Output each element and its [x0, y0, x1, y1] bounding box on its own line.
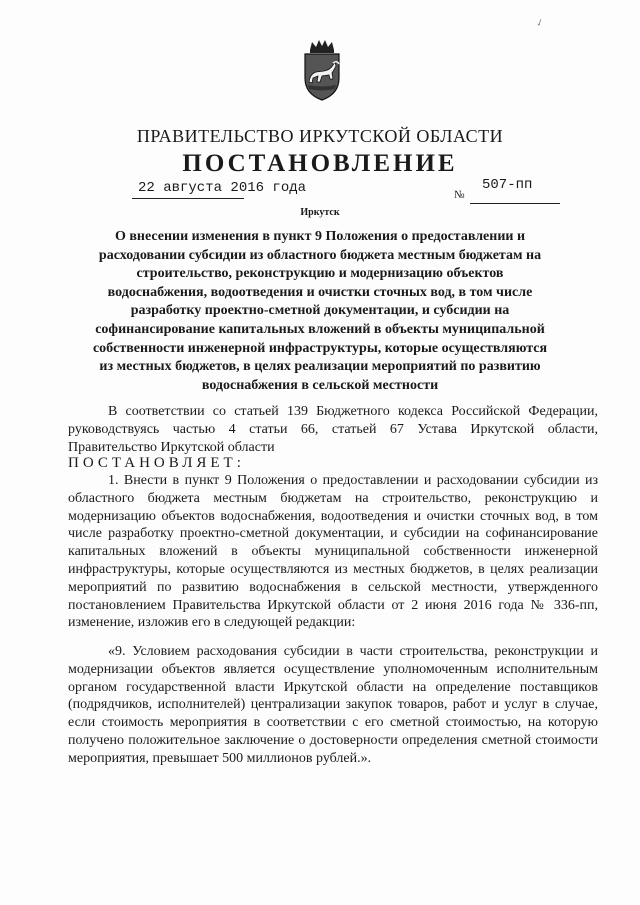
- document-type-heading: ПОСТАНОВЛЕНИЕ: [182, 150, 458, 177]
- document-date: 22 августа 2016 года: [138, 180, 307, 196]
- item-1-paragraph: [68, 472, 598, 632]
- document-title: О внесении изменения в пункт 9 Положения о предоставлении и расходовании субсидии из областного бюджета местным бюджетам на строительство, реконструкцию и модернизацию объектов водоснабжения, водоотведения и очистки сточных вод, в том числе разработку проектно-сметной документации, и субсидии на софинансирование капитальных вложений в объекты муниципальной собственности инженерной инфраструктуры, которые осуществляются из местных бюджетов, в целях реализации мероприятий по развитию водоснабжения в сельской местности: [92, 229, 548, 393]
- item-1-text: 1. Внести в пункт 9 Положения о предоставлении и расходовании субсидии из областного бюджета местным бюджетам на строительство, реконструкцию и модернизацию объектов водоснабжения, водоотведения и очистки сточных вод, в том числе разработку проектно-сметной документации, и субсидии на софинансирование капитальных вложений в объекты муниципальной собственности инженерной инфраструктуры, которые осуществляются из местных бюджетов, в целях реализации мероприятий по развитию водоснабжения в сельской местности, утвержденного постановлением Правительства Иркутской области от 2 июня 2016 года № 336-пп, изменение, изложив его в следующей редакции:: [68, 473, 598, 631]
- number-sign: №: [454, 189, 465, 201]
- corner-check-mark: ✓: [534, 16, 547, 31]
- date-underline: [132, 198, 244, 199]
- document-number: 507-пп: [482, 177, 533, 193]
- preamble-text: В соответствии со статьей 139 Бюджетного кодекса Российской Федерации, руководствуясь частью 4 статьи 66, статьей 67 Устава Иркутской области, Правительство Иркутской области: [68, 404, 598, 455]
- quoted-amendment-paragraph: [68, 643, 598, 768]
- number-underline: [470, 203, 560, 204]
- preamble-paragraph: [68, 403, 598, 456]
- decree-word: ПОСТАНОВЛЯЕТ:: [68, 455, 245, 471]
- quoted-amendment-text: «9. Условием расходования субсидии в части строительства, реконструкции и модернизации объектов является осуществление уполномоченным исполнительным органом государственной власти Иркутской области на определение поставщиков (подрядчиков, исполнителей) централизации закупок товаров, работ и услуг в случае, если стоимость мероприятия в соответствии с его сметной стоимостью, на которую получено положительное заключение о достоверности определения сметной стоимости мероприятия, превышает 500 миллионов рублей.».: [68, 644, 598, 766]
- issuing-authority: ПРАВИТЕЛЬСТВО ИРКУТСКОЙ ОБЛАСТИ: [136, 126, 504, 146]
- document-city: Иркутск: [300, 207, 340, 218]
- coat-of-arms-emblem: [300, 38, 344, 102]
